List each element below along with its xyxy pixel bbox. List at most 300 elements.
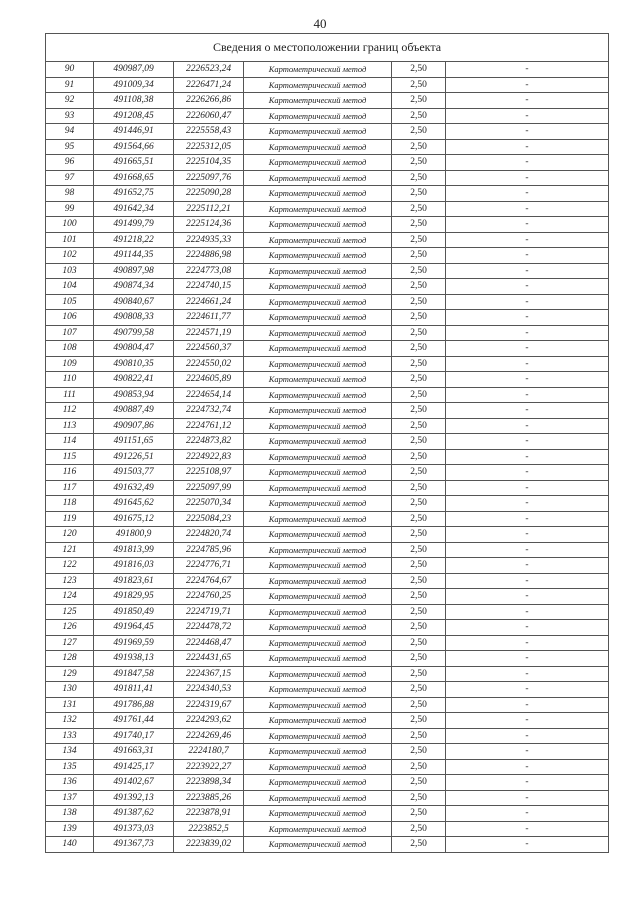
accuracy-cell: 2,50 (392, 651, 446, 667)
table-row (46, 248, 609, 264)
method-cell: Картометрический метод (244, 418, 392, 434)
method-cell: Картометрический метод (244, 759, 392, 775)
x-coordinate-cell: 491850,49 (94, 604, 174, 620)
point-number-cell: 117 (46, 480, 94, 496)
x-coordinate-cell: 490987,09 (94, 62, 174, 78)
table-row (46, 77, 609, 93)
description-cell: - (446, 713, 609, 729)
description-cell: - (446, 248, 609, 264)
y-coordinate-cell: 2224180,7 (174, 744, 244, 760)
y-coordinate-cell: 2223852,5 (174, 821, 244, 837)
y-coordinate-cell: 2224468,47 (174, 635, 244, 651)
point-number-cell: 138 (46, 806, 94, 822)
table-row (46, 682, 609, 698)
accuracy-cell: 2,50 (392, 62, 446, 78)
y-coordinate-cell: 2224293,62 (174, 713, 244, 729)
table-row (46, 372, 609, 388)
method-cell: Картометрический метод (244, 542, 392, 558)
point-number-cell: 139 (46, 821, 94, 837)
table-row (46, 325, 609, 341)
description-cell: - (446, 449, 609, 465)
point-number-cell: 98 (46, 186, 94, 202)
method-cell: Картометрический метод (244, 697, 392, 713)
y-coordinate-cell: 2225104,35 (174, 155, 244, 171)
method-cell: Картометрический метод (244, 372, 392, 388)
method-cell: Картометрический метод (244, 806, 392, 822)
y-coordinate-cell: 2224340,53 (174, 682, 244, 698)
point-number-cell: 107 (46, 325, 94, 341)
table-row (46, 728, 609, 744)
table-row (46, 589, 609, 605)
y-coordinate-cell: 2224661,24 (174, 294, 244, 310)
accuracy-cell: 2,50 (392, 93, 446, 109)
x-coordinate-cell: 490874,34 (94, 279, 174, 295)
x-coordinate-cell: 491151,65 (94, 434, 174, 450)
accuracy-cell: 2,50 (392, 837, 446, 853)
x-coordinate-cell: 491800,9 (94, 527, 174, 543)
boundary-coordinates-table (45, 33, 609, 853)
y-coordinate-cell: 2225108,97 (174, 465, 244, 481)
x-coordinate-cell: 491392,13 (94, 790, 174, 806)
point-number-cell: 104 (46, 279, 94, 295)
point-number-cell: 125 (46, 604, 94, 620)
point-number-cell: 140 (46, 837, 94, 853)
y-coordinate-cell: 2224431,65 (174, 651, 244, 667)
point-number-cell: 134 (46, 744, 94, 760)
table-row (46, 604, 609, 620)
method-cell: Картометрический метод (244, 558, 392, 574)
x-coordinate-cell: 490822,41 (94, 372, 174, 388)
accuracy-cell: 2,50 (392, 620, 446, 636)
description-cell: - (446, 93, 609, 109)
description-cell: - (446, 775, 609, 791)
table-row (46, 387, 609, 403)
method-cell: Картометрический метод (244, 403, 392, 419)
point-number-cell: 118 (46, 496, 94, 512)
method-cell: Картометрический метод (244, 511, 392, 527)
method-cell: Картометрический метод (244, 93, 392, 109)
method-cell: Картометрический метод (244, 186, 392, 202)
description-cell: - (446, 232, 609, 248)
point-number-cell: 110 (46, 372, 94, 388)
description-cell: - (446, 697, 609, 713)
method-cell: Картометрический метод (244, 465, 392, 481)
table-row (46, 186, 609, 202)
y-coordinate-cell: 2224886,98 (174, 248, 244, 264)
accuracy-cell: 2,50 (392, 139, 446, 155)
table-row (46, 527, 609, 543)
table-row (46, 744, 609, 760)
table-row (46, 713, 609, 729)
x-coordinate-cell: 491740,17 (94, 728, 174, 744)
accuracy-cell: 2,50 (392, 806, 446, 822)
y-coordinate-cell: 2224550,02 (174, 356, 244, 372)
accuracy-cell: 2,50 (392, 573, 446, 589)
table-row (46, 310, 609, 326)
description-cell: - (446, 325, 609, 341)
y-coordinate-cell: 2224935,33 (174, 232, 244, 248)
x-coordinate-cell: 491144,35 (94, 248, 174, 264)
table-row (46, 821, 609, 837)
table-row (46, 232, 609, 248)
table-row (46, 666, 609, 682)
table-row (46, 806, 609, 822)
accuracy-cell: 2,50 (392, 496, 446, 512)
table-row (46, 217, 609, 233)
x-coordinate-cell: 491668,65 (94, 170, 174, 186)
table-row (46, 635, 609, 651)
x-coordinate-cell: 491652,75 (94, 186, 174, 202)
accuracy-cell: 2,50 (392, 170, 446, 186)
accuracy-cell: 2,50 (392, 589, 446, 605)
table-row (46, 124, 609, 140)
description-cell: - (446, 310, 609, 326)
y-coordinate-cell: 2224319,67 (174, 697, 244, 713)
y-coordinate-cell: 2223922,27 (174, 759, 244, 775)
y-coordinate-cell: 2226266,86 (174, 93, 244, 109)
accuracy-cell: 2,50 (392, 728, 446, 744)
point-number-cell: 132 (46, 713, 94, 729)
y-coordinate-cell: 2224732,74 (174, 403, 244, 419)
method-cell: Картометрический метод (244, 341, 392, 357)
table-row (46, 341, 609, 357)
accuracy-cell: 2,50 (392, 759, 446, 775)
description-cell: - (446, 372, 609, 388)
description-cell: - (446, 837, 609, 853)
method-cell: Картометрический метод (244, 217, 392, 233)
point-number-cell: 101 (46, 232, 94, 248)
description-cell: - (446, 62, 609, 78)
method-cell: Картометрический метод (244, 232, 392, 248)
y-coordinate-cell: 2224740,15 (174, 279, 244, 295)
point-number-cell: 124 (46, 589, 94, 605)
y-coordinate-cell: 2225124,36 (174, 217, 244, 233)
accuracy-cell: 2,50 (392, 356, 446, 372)
description-cell: - (446, 821, 609, 837)
method-cell: Картометрический метод (244, 124, 392, 140)
x-coordinate-cell: 491373,03 (94, 821, 174, 837)
y-coordinate-cell: 2224560,37 (174, 341, 244, 357)
x-coordinate-cell: 491675,12 (94, 511, 174, 527)
method-cell: Картометрический метод (244, 248, 392, 264)
y-coordinate-cell: 2224654,14 (174, 387, 244, 403)
table-row (46, 573, 609, 589)
point-number-cell: 115 (46, 449, 94, 465)
x-coordinate-cell: 491425,17 (94, 759, 174, 775)
table-row (46, 542, 609, 558)
accuracy-cell: 2,50 (392, 217, 446, 233)
point-number-cell: 100 (46, 217, 94, 233)
description-cell: - (446, 403, 609, 419)
table-row (46, 465, 609, 481)
point-number-cell: 120 (46, 527, 94, 543)
accuracy-cell: 2,50 (392, 155, 446, 171)
table-row (46, 651, 609, 667)
table-row (46, 837, 609, 853)
method-cell: Картометрический метод (244, 728, 392, 744)
table-row (46, 403, 609, 419)
x-coordinate-cell: 491642,34 (94, 201, 174, 217)
y-coordinate-cell: 2224785,96 (174, 542, 244, 558)
accuracy-cell: 2,50 (392, 294, 446, 310)
table-row (46, 790, 609, 806)
point-number-cell: 131 (46, 697, 94, 713)
method-cell: Картометрический метод (244, 325, 392, 341)
description-cell: - (446, 573, 609, 589)
table-row (46, 697, 609, 713)
table-caption-row (46, 34, 609, 62)
y-coordinate-cell: 2224367,15 (174, 666, 244, 682)
method-cell: Картометрический метод (244, 434, 392, 450)
y-coordinate-cell: 2223898,34 (174, 775, 244, 791)
description-cell: - (446, 682, 609, 698)
x-coordinate-cell: 490887,49 (94, 403, 174, 419)
table-row (46, 108, 609, 124)
accuracy-cell: 2,50 (392, 387, 446, 403)
table-row (46, 558, 609, 574)
description-cell: - (446, 651, 609, 667)
y-coordinate-cell: 2224269,46 (174, 728, 244, 744)
point-number-cell: 126 (46, 620, 94, 636)
x-coordinate-cell: 491446,91 (94, 124, 174, 140)
accuracy-cell: 2,50 (392, 263, 446, 279)
x-coordinate-cell: 490799,58 (94, 325, 174, 341)
method-cell: Картометрический метод (244, 620, 392, 636)
y-coordinate-cell: 2224761,12 (174, 418, 244, 434)
y-coordinate-cell: 2224611,77 (174, 310, 244, 326)
x-coordinate-cell: 491761,44 (94, 713, 174, 729)
point-number-cell: 93 (46, 108, 94, 124)
accuracy-cell: 2,50 (392, 248, 446, 264)
point-number-cell: 123 (46, 573, 94, 589)
point-number-cell: 91 (46, 77, 94, 93)
y-coordinate-cell: 2223885,26 (174, 790, 244, 806)
accuracy-cell: 2,50 (392, 186, 446, 202)
y-coordinate-cell: 2224820,74 (174, 527, 244, 543)
point-number-cell: 119 (46, 511, 94, 527)
point-number-cell: 94 (46, 124, 94, 140)
table-row (46, 62, 609, 78)
method-cell: Картометрический метод (244, 294, 392, 310)
x-coordinate-cell: 491208,45 (94, 108, 174, 124)
table-row (46, 201, 609, 217)
x-coordinate-cell: 491632,49 (94, 480, 174, 496)
accuracy-cell: 2,50 (392, 232, 446, 248)
method-cell: Картометрический метод (244, 821, 392, 837)
point-number-cell: 108 (46, 341, 94, 357)
point-number-cell: 127 (46, 635, 94, 651)
description-cell: - (446, 542, 609, 558)
accuracy-cell: 2,50 (392, 108, 446, 124)
description-cell: - (446, 666, 609, 682)
description-cell: - (446, 465, 609, 481)
method-cell: Картометрический метод (244, 449, 392, 465)
y-coordinate-cell: 2224571,19 (174, 325, 244, 341)
point-number-cell: 90 (46, 62, 94, 78)
method-cell: Картометрический метод (244, 682, 392, 698)
x-coordinate-cell: 491811,41 (94, 682, 174, 698)
accuracy-cell: 2,50 (392, 744, 446, 760)
description-cell: - (446, 186, 609, 202)
description-cell: - (446, 480, 609, 496)
x-coordinate-cell: 490853,94 (94, 387, 174, 403)
y-coordinate-cell: 2225097,99 (174, 480, 244, 496)
method-cell: Картометрический метод (244, 170, 392, 186)
point-number-cell: 111 (46, 387, 94, 403)
x-coordinate-cell: 491645,62 (94, 496, 174, 512)
description-cell: - (446, 418, 609, 434)
method-cell: Картометрический метод (244, 139, 392, 155)
method-cell: Картометрический метод (244, 201, 392, 217)
description-cell: - (446, 77, 609, 93)
description-cell: - (446, 728, 609, 744)
accuracy-cell: 2,50 (392, 124, 446, 140)
y-coordinate-cell: 2224776,71 (174, 558, 244, 574)
table-row (46, 496, 609, 512)
accuracy-cell: 2,50 (392, 480, 446, 496)
method-cell: Картометрический метод (244, 573, 392, 589)
table-row (46, 759, 609, 775)
y-coordinate-cell: 2224764,67 (174, 573, 244, 589)
y-coordinate-cell: 2226471,24 (174, 77, 244, 93)
accuracy-cell: 2,50 (392, 434, 446, 450)
table-row (46, 434, 609, 450)
x-coordinate-cell: 491665,51 (94, 155, 174, 171)
accuracy-cell: 2,50 (392, 201, 446, 217)
x-coordinate-cell: 491564,66 (94, 139, 174, 155)
accuracy-cell: 2,50 (392, 682, 446, 698)
table-row (46, 511, 609, 527)
description-cell: - (446, 217, 609, 233)
y-coordinate-cell: 2224873,82 (174, 434, 244, 450)
description-cell: - (446, 604, 609, 620)
method-cell: Картометрический метод (244, 387, 392, 403)
method-cell: Картометрический метод (244, 651, 392, 667)
table-caption: Сведения о местоположении границ объекта (46, 34, 609, 62)
y-coordinate-cell: 2224773,08 (174, 263, 244, 279)
x-coordinate-cell: 491499,79 (94, 217, 174, 233)
accuracy-cell: 2,50 (392, 821, 446, 837)
table-body (46, 62, 609, 853)
point-number-cell: 106 (46, 310, 94, 326)
method-cell: Картометрический метод (244, 713, 392, 729)
description-cell: - (446, 527, 609, 543)
method-cell: Картометрический метод (244, 263, 392, 279)
accuracy-cell: 2,50 (392, 418, 446, 434)
x-coordinate-cell: 491387,62 (94, 806, 174, 822)
page-number: 40 (313, 16, 327, 31)
accuracy-cell: 2,50 (392, 465, 446, 481)
description-cell: - (446, 790, 609, 806)
x-coordinate-cell: 490810,35 (94, 356, 174, 372)
point-number-cell: 129 (46, 666, 94, 682)
method-cell: Картометрический метод (244, 837, 392, 853)
description-cell: - (446, 155, 609, 171)
x-coordinate-cell: 491816,03 (94, 558, 174, 574)
method-cell: Картометрический метод (244, 527, 392, 543)
method-cell: Картометрический метод (244, 744, 392, 760)
point-number-cell: 103 (46, 263, 94, 279)
method-cell: Картометрический метод (244, 480, 392, 496)
accuracy-cell: 2,50 (392, 635, 446, 651)
accuracy-cell: 2,50 (392, 449, 446, 465)
x-coordinate-cell: 491663,31 (94, 744, 174, 760)
description-cell: - (446, 356, 609, 372)
point-number-cell: 122 (46, 558, 94, 574)
accuracy-cell: 2,50 (392, 542, 446, 558)
method-cell: Картометрический метод (244, 790, 392, 806)
x-coordinate-cell: 491829,95 (94, 589, 174, 605)
x-coordinate-cell: 491823,61 (94, 573, 174, 589)
accuracy-cell: 2,50 (392, 558, 446, 574)
description-cell: - (446, 496, 609, 512)
y-coordinate-cell: 2226060,47 (174, 108, 244, 124)
accuracy-cell: 2,50 (392, 325, 446, 341)
table-row (46, 279, 609, 295)
description-cell: - (446, 279, 609, 295)
x-coordinate-cell: 491847,58 (94, 666, 174, 682)
accuracy-cell: 2,50 (392, 403, 446, 419)
table-row (46, 775, 609, 791)
point-number-cell: 95 (46, 139, 94, 155)
method-cell: Картометрический метод (244, 496, 392, 512)
description-cell: - (446, 263, 609, 279)
description-cell: - (446, 806, 609, 822)
x-coordinate-cell: 491226,51 (94, 449, 174, 465)
y-coordinate-cell: 2225112,21 (174, 201, 244, 217)
accuracy-cell: 2,50 (392, 697, 446, 713)
point-number-cell: 133 (46, 728, 94, 744)
method-cell: Картометрический метод (244, 77, 392, 93)
accuracy-cell: 2,50 (392, 790, 446, 806)
x-coordinate-cell: 490897,98 (94, 263, 174, 279)
y-coordinate-cell: 2225312,05 (174, 139, 244, 155)
description-cell: - (446, 589, 609, 605)
x-coordinate-cell: 491964,45 (94, 620, 174, 636)
y-coordinate-cell: 2223878,91 (174, 806, 244, 822)
table-row (46, 170, 609, 186)
x-coordinate-cell: 491813,99 (94, 542, 174, 558)
point-number-cell: 97 (46, 170, 94, 186)
method-cell: Картометрический метод (244, 635, 392, 651)
point-number-cell: 113 (46, 418, 94, 434)
point-number-cell: 137 (46, 790, 94, 806)
y-coordinate-cell: 2223839,02 (174, 837, 244, 853)
method-cell: Картометрический метод (244, 666, 392, 682)
point-number-cell: 130 (46, 682, 94, 698)
accuracy-cell: 2,50 (392, 713, 446, 729)
point-number-cell: 105 (46, 294, 94, 310)
accuracy-cell: 2,50 (392, 77, 446, 93)
method-cell: Картометрический метод (244, 775, 392, 791)
method-cell: Картометрический метод (244, 589, 392, 605)
y-coordinate-cell: 2226523,24 (174, 62, 244, 78)
accuracy-cell: 2,50 (392, 279, 446, 295)
method-cell: Картометрический метод (244, 155, 392, 171)
description-cell: - (446, 294, 609, 310)
y-coordinate-cell: 2224605,89 (174, 372, 244, 388)
accuracy-cell: 2,50 (392, 527, 446, 543)
x-coordinate-cell: 490808,33 (94, 310, 174, 326)
y-coordinate-cell: 2225070,34 (174, 496, 244, 512)
description-cell: - (446, 387, 609, 403)
y-coordinate-cell: 2225097,76 (174, 170, 244, 186)
x-coordinate-cell: 491402,67 (94, 775, 174, 791)
accuracy-cell: 2,50 (392, 372, 446, 388)
point-number-cell: 135 (46, 759, 94, 775)
description-cell: - (446, 341, 609, 357)
x-coordinate-cell: 491938,13 (94, 651, 174, 667)
